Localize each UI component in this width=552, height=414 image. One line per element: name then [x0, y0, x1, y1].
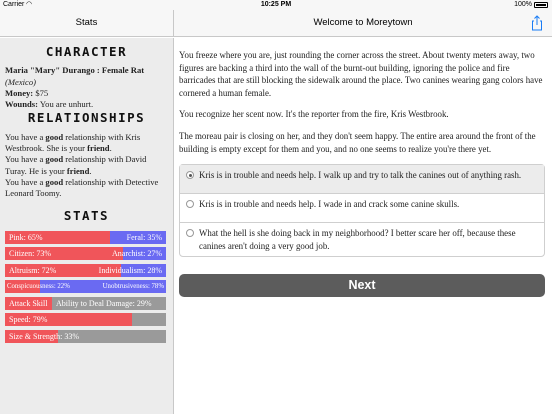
- battery-percent: 100%: [514, 1, 532, 8]
- money-value: $75: [35, 87, 49, 98]
- stat-label-right: Ability to Deal Damage: 29%: [56, 298, 152, 308]
- choice-text: What the hell is she doing back in my neighborhood? I better scare her off, because these canines aren't doing a very good job.: [199, 228, 516, 251]
- stat-label-right: Unobtrusiveness: 78%: [102, 283, 164, 291]
- character-name: Maria "Mary" Durango : Female Rat: [5, 65, 145, 76]
- main-nav-bar: [174, 10, 552, 37]
- wounds-value: You are unhurt.: [39, 99, 94, 110]
- sidebar-nav-bar: [0, 10, 174, 37]
- choice-option[interactable]: [180, 223, 544, 256]
- status-bar: [0, 0, 552, 10]
- share-icon[interactable]: [530, 15, 544, 31]
- story-paragraph: You recognize her scent now. It's the reporter from the fire, Kris Westbrook.: [179, 109, 449, 120]
- next-button[interactable]: Next: [179, 274, 545, 297]
- choice-text: Kris is in trouble and needs help. I walk up and try to talk the canines out of anything rash.: [199, 170, 522, 181]
- choice-option[interactable]: [180, 165, 544, 194]
- stat-bar-size-strength: [5, 330, 166, 343]
- stat-bar-altruism-individualism: [5, 264, 166, 277]
- stat-bar-conspicuousness: [5, 280, 166, 293]
- stat-label-left: Pink: 65%: [9, 232, 43, 242]
- stat-fill-right: [132, 313, 166, 326]
- story-paragraph: You freeze where you are, just rounding the corner across the street. About twenty meters away, two figures are backing a third into the wall of the burnt-out building, ignoring the police and fire barricades that are still blocking the sidewalk around the place. Two canines wearing gang colors have cornered a human female.: [179, 50, 543, 98]
- story-paragraph: The moreau pair is closing on her, and they don't seem happy. The entire area around the front of the building is empty except for them and you, and no one seems to realize you're there yet.: [179, 130, 536, 154]
- stat-label-left: Size & Strength: 33%: [9, 331, 79, 341]
- stats-heading: STATS: [63, 207, 110, 223]
- relationship-item: You have a good relationship with David Turay. He is your friend.: [5, 154, 147, 176]
- wounds-label: Wounds:: [5, 99, 38, 110]
- stat-bar-attack-skill: [5, 297, 166, 310]
- choice-text: Kris is in trouble and needs help. I wade in and crack some canine skulls.: [199, 199, 460, 210]
- choice-option[interactable]: [180, 194, 544, 223]
- stat-label-left: Altruism: 72%: [9, 265, 57, 275]
- character-origin: (Mexico): [5, 76, 37, 87]
- relationship-item: You have a good relationship with Detective Leonard Toomy.: [5, 176, 159, 199]
- stat-label-left: Attack Skill: [9, 298, 48, 308]
- stat-label-left: Citizen: 73%: [9, 249, 51, 259]
- character-heading: CHARACTER: [45, 44, 128, 59]
- stat-label-right: Individualism: 28%: [98, 265, 162, 275]
- wifi-icon: ◠: [26, 1, 33, 8]
- stat-bar-citizen-anarchist: [5, 247, 166, 260]
- radio-button[interactable]: [186, 200, 194, 208]
- carrier-label: Carrier: [3, 1, 25, 8]
- stats-sidebar[interactable]: [0, 38, 174, 414]
- story-panel[interactable]: [174, 38, 552, 414]
- page-title: Welcome to Moreytown: [313, 17, 413, 28]
- stat-label-right: Feral: 35%: [126, 232, 162, 242]
- stat-label-left: Speed: 79%: [9, 315, 48, 325]
- relationship-item: You have a good relationship with Kris Westbrook. She is your friend.: [5, 131, 141, 154]
- clock: 10:25 PM: [260, 1, 292, 8]
- radio-button[interactable]: [186, 171, 194, 179]
- choice-list: [179, 164, 545, 257]
- stat-bar-speed: [5, 313, 166, 326]
- stat-bar-pink-feral: [5, 231, 166, 244]
- battery-icon: [534, 2, 548, 8]
- relationships-heading: RELATIONSHIPS: [27, 110, 146, 126]
- radio-button[interactable]: [186, 229, 194, 237]
- sidebar-title: Stats: [75, 17, 98, 28]
- stat-label-right: Anarchist: 27%: [112, 249, 162, 259]
- money-label: Money:: [5, 87, 34, 98]
- stat-label-left: Conspicuousness: 22%: [7, 283, 70, 291]
